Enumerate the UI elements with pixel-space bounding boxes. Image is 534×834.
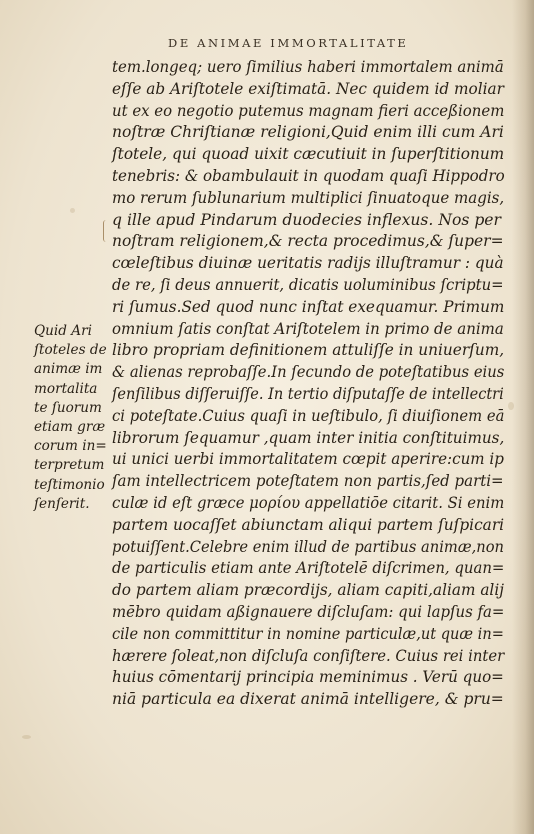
margin-note-line: etiam græ (34, 419, 106, 436)
page-edge-shadow (512, 0, 534, 834)
text-line: cile non committitur in nomine particulæ,ut quæ in= (112, 624, 504, 643)
text-line: de re, ſi deus annuerit, dicatis uoluminibus ſcriptu= (112, 275, 504, 294)
margin-note-line: corum in= (34, 438, 107, 455)
paper-stain (22, 735, 31, 739)
text-line: de particulis etiam ante Ariſtotelē diſcrimen, quan= (112, 559, 505, 578)
margin-bracket-mark (103, 220, 110, 242)
text-line: tem.longeq; uero ſimilius haberi immortalem animā (112, 58, 504, 76)
text-line: ri ſumus.Sed quod nunc inſtat exequamur. Primum (112, 297, 505, 316)
text-line: libro propriam definitionem attuliſſe in uniuerſum, (112, 341, 505, 360)
text-line: tenebris: & obambulauit in quodam quaſi Hippodro (112, 166, 505, 185)
text-line: culæ id eſt græce μορίου appellatiōe citarit. Si enim (112, 493, 505, 512)
paper-stain (70, 208, 75, 213)
text-line: ſam intellectricem poteſtatem non partis,ſed parti= (112, 472, 504, 491)
margin-note-line: terpretum (34, 457, 105, 474)
text-line: mēbro quidam aßignauere diſcluſam: qui lapſus fa= (112, 602, 505, 621)
text-line: omnium ſatis conſtat Ariſtotelem in primo de anima (112, 319, 504, 338)
paper-stain (508, 402, 514, 410)
text-line: do partem aliam præcordijs, aliam capiti,aliam alij (112, 581, 504, 600)
text-line: cœleſtibus diuinæ ueritatis radijs illuſtramur : quà (112, 254, 504, 273)
marginal-note (34, 322, 112, 514)
text-line: ui unici uerbi immortalitatem cœpit aperire:cum ip (112, 450, 504, 469)
margin-note-line: teſtimonio (34, 476, 105, 493)
margin-note-line: ſtoteles de (34, 342, 107, 359)
text-line: noſtram religionem,& recta procedimus,& ſuper= (112, 232, 504, 251)
text-line: ſtotele, qui quoad uixit cæcutiuit in ſuperſtitionum (112, 145, 505, 164)
text-line: librorum ſequamur ,quam inter initia conſtituimus, (112, 428, 505, 447)
margin-note-line: ſenſerit. (34, 495, 90, 512)
text-line: ut ex eo negotio putemus magnam fieri acceßionem (112, 101, 505, 120)
margin-note-line: animæ im (34, 361, 103, 378)
text-line: ſenſilibus diſſeruiſſe. In tertio diſputaſſe de intellectri (112, 384, 504, 403)
text-line: huius cōmentarij principia meminimus . Verū quo= (112, 668, 504, 687)
margin-note-line: te ſuorum (34, 399, 102, 416)
text-line: niā particula ea dixerat animā intelligere, & pru= (112, 690, 504, 709)
main-text-block (112, 57, 504, 711)
margin-note-line: mortalita (34, 380, 98, 397)
text-line: potuiſſent.Celebre enim illud de partibus animæ,non (112, 537, 504, 556)
text-line: & alienas reprobaſſe.In ſecundo de poteſtatibus eius (112, 363, 505, 382)
text-line: partem uocaſſet abiunctam aliqui partem ſuſpicari (112, 515, 505, 534)
text-line: q ille apud Pindarum duodecies inflexus. Nos per (112, 210, 501, 229)
text-line: ci poteſtate.Cuius quaſi in ueſtibulo, ſi diuiſionem eā (112, 406, 505, 425)
margin-note-line: Quid Ari (34, 323, 92, 339)
text-line: noſtræ Chriſtianæ religioni,Quid enim illi cum Ari (112, 123, 504, 142)
text-line: hærere ſoleat,non diſcluſa conſiſtere. Cuius rei inter (112, 646, 505, 665)
running-head: DE ANIMAE IMMORTALITATE (168, 36, 409, 50)
text-line: eſſe ab Ariſtotele exiſtimatā. Nec quidem id moliar (112, 79, 504, 98)
text-line: mo rerum ſublunarium multiplici ſinuatoque magis, (112, 188, 505, 207)
